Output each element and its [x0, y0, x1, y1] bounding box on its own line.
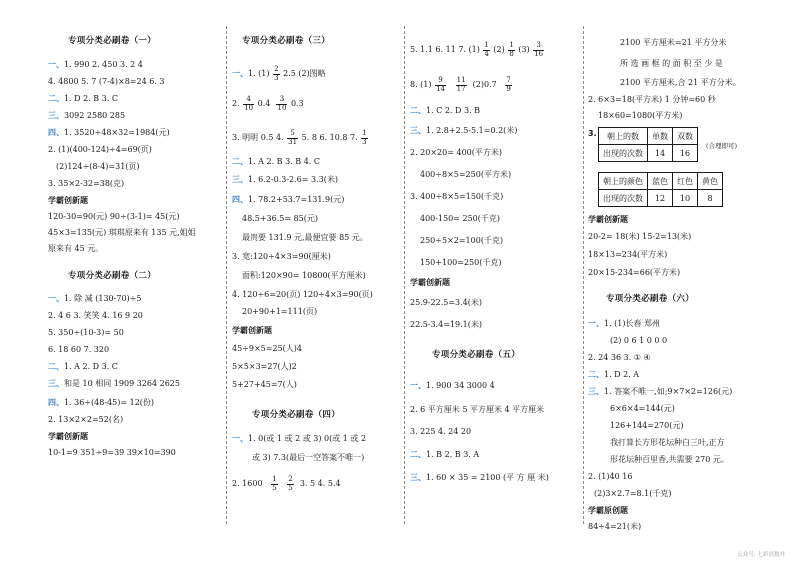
answer-line: 6. 18 60 7. 320	[48, 345, 110, 354]
innovation-heading: 学霸创新题	[588, 215, 628, 224]
table-note: (合理即可)	[706, 142, 738, 150]
answer-line: 84÷4=21(米)	[588, 522, 642, 531]
column-divider	[404, 26, 405, 524]
answer-line: 4. 120÷6=20(页) 120÷4×3=90(页)	[232, 290, 373, 299]
answer-line: 8. (1) $\frac{9}{14}$ $\frac{11}{17}$ (2)0.7 $\frac{7}{9}$	[410, 76, 511, 93]
answer-line: 3. 宽:120÷4×3=90(厘米)	[232, 252, 331, 261]
table-cell: 红色	[673, 173, 698, 190]
answer-line: 一、1. 0(或 1 或 2 或 3) 0(或 1 或 2	[232, 434, 367, 443]
section-title: 专项分类必刷卷（二）	[68, 271, 157, 281]
fraction: $\frac{1}{8}$	[509, 41, 514, 58]
answer-line: 5×5×3=27(人)2	[232, 362, 297, 371]
answer-line: 一、1. 990 2. 450 3. 2 4	[48, 60, 143, 69]
answer-line: (2)124÷(8-4)=31(页)	[56, 162, 140, 171]
answer-line: 最贵要 131.9 元,最便宜要 85 元。	[242, 233, 368, 242]
answer-line: 面积:120×90= 10800(平方厘米)	[242, 271, 366, 280]
table-row	[599, 173, 723, 190]
answer-line: 45÷9×5=25(人)4	[232, 344, 302, 353]
answer-line: 2. 4 6 3. 笑笑 4. 16 9 20	[48, 311, 143, 320]
answer-line: 250÷5×2=100(千克)	[420, 236, 504, 245]
answer-line: (2)3×2.7=8.1(千克)	[594, 489, 672, 498]
answer-line: 三、1. 2.8+2.5-5.1=0.2(米)	[410, 126, 518, 135]
answer-line: 20-2= 18(米) 15-2=13(米)	[588, 232, 692, 241]
answer-line: 18×60=1080(平方米)	[598, 111, 683, 120]
answer-line: 三、1. 答案不唯一,如;9×7×2=126(元)	[588, 387, 733, 396]
fraction: $\frac{1}{5}$	[272, 475, 277, 492]
table-cell: 出现的次数	[599, 145, 648, 162]
answer-column-3	[410, 22, 590, 534]
table-row	[599, 145, 698, 162]
fraction: $\frac{1}{3}$	[362, 129, 367, 146]
fraction: $\frac{2}{3}$	[274, 65, 279, 82]
table-cell: 出现的次数	[599, 190, 648, 207]
answer-line: 二、1. D 2. B 3. C	[48, 94, 119, 103]
answer-line: 3. 明明 0.5 4. $\frac{5}{31}$ 5. 8 6. 10.8 7. $\frac{1}{3}$	[232, 129, 367, 146]
section-title: 专项分类必刷卷（五）	[432, 350, 521, 360]
table-cell: 蓝色	[648, 173, 673, 190]
answer-line: 2. (1)(400-124)÷4=69(页)	[48, 145, 152, 154]
answer-line: 120-30=90(元) 90÷(3-1)= 45(元)	[48, 212, 180, 221]
answer-line: 3. 35×2-32=38(克)	[48, 179, 125, 188]
answer-column-1	[48, 22, 218, 534]
innovation-heading: 学霸创新题	[410, 278, 450, 287]
dice-result-table	[598, 127, 698, 162]
answer-line: 10-1=9 351÷9=39 39×10=390	[48, 448, 176, 457]
answer-line: 20×15-234=66(平方米)	[588, 268, 681, 277]
answer-line: 我打算长方形花坛种白三叶,正方	[610, 438, 725, 447]
section-title: 专项分类必刷卷（一）	[68, 36, 157, 46]
fraction: $\frac{2}{5}$	[288, 475, 293, 492]
answer-line: 二、1. D 2. A	[588, 370, 640, 379]
innovation-heading: 学霸创新题	[232, 326, 272, 335]
answer-line: 3. 225 4. 24 20	[410, 427, 472, 436]
answer-line: 形花坛种百里香,共需要 270 元。	[610, 455, 729, 464]
answer-column-2	[232, 22, 402, 534]
answer-line: 四、1. 3520÷48×32=1984(元)	[48, 128, 170, 137]
answer-line: 5. 350÷(10-3)= 50	[48, 328, 124, 337]
answer-line: 2. 6 平方厘米 5 平方厘米 4 平方厘米	[410, 405, 545, 414]
answer-line: 2. (1)40 16	[588, 472, 633, 481]
answer-line: 四、1. 78.2+53.7=131.9(元)	[232, 195, 345, 204]
answer-line: 18×13=234(平方米)	[588, 250, 668, 259]
answer-line: 5. 1.1 6. 11 7. (1) $\frac{1}{4}$ (2) $\frac{1}{8}$ (3) $\frac{3}{16}$	[410, 41, 544, 58]
answer-line: 三、1. 6.2-0.3-2.6= 3.3(米)	[232, 175, 338, 184]
table-cell: 16	[673, 145, 698, 162]
answer-line: 2. 13×2×2=52(名)	[48, 415, 124, 424]
answer-line: 一、1. (1)长春 郑州	[588, 319, 661, 328]
answer-line: 400-150= 250(千克)	[420, 214, 500, 223]
section-title: 专项分类必刷卷（三）	[242, 36, 331, 46]
answer-line: 22.5-3.4=19.1(米)	[410, 320, 482, 329]
answer-line: 所 选 画 框 的 面 积 至 少 是	[620, 59, 723, 68]
answer-line: 3. 400÷8×5=150(千克)	[410, 192, 504, 201]
table-cell: 单数	[648, 128, 673, 145]
answer-line: 二、1. B 2. B 3. A	[410, 450, 480, 459]
section-title: 专项分类必刷卷（四）	[252, 410, 341, 420]
answer-line: 45×3=135(元) 琪琪原来有 135 元,姐姐	[48, 228, 196, 237]
color-result-table	[598, 172, 723, 207]
table-cell: 双数	[673, 128, 698, 145]
answer-line: 2100 平方厘米,合 21 平方分米。	[620, 78, 741, 87]
fraction: $\frac{11}{17}$	[456, 76, 466, 93]
answer-line: 二、1. C 2. D 3. B	[410, 106, 481, 115]
answer-line: 2. 20×20= 400(平方米)	[410, 148, 502, 157]
answer-line: 一、1. 除 减 (130-70)÷5	[48, 294, 142, 303]
answer-line: 6×6×4=144(元)	[610, 404, 675, 413]
table-cell: 12	[648, 190, 673, 207]
fraction: $\frac{7}{9}$	[506, 76, 511, 93]
answer-line: (2) 0 6 1 0 0 0	[610, 336, 668, 345]
question-number: 3.	[588, 129, 597, 138]
table-cell: 14	[648, 145, 673, 162]
table-cell: 8	[698, 190, 723, 207]
answer-line: 二、1. A 2. D 3. C	[48, 362, 118, 371]
answer-line: 二、1. A 2. B 3. B 4. C	[232, 157, 320, 166]
answer-line: 150+100=250(千克)	[420, 258, 502, 267]
fraction: $\frac{1}{4}$	[484, 41, 489, 58]
innovation-heading: 学霸创新题	[48, 432, 88, 441]
table-cell: 10	[673, 190, 698, 207]
answer-line: 原来有 45 元。	[48, 244, 104, 253]
answer-line: 2100 平方厘米=21 平方分米	[620, 38, 727, 47]
answer-line: 20+90+1=111(页)	[242, 307, 318, 316]
fraction: $\frac{4}{10}$	[244, 95, 254, 112]
table-cell: 黄色	[698, 173, 723, 190]
answer-line: 25.9-22.5=3.4(米)	[410, 298, 482, 307]
answer-line: 三、和是 10 相同 1909 3264 2625	[48, 379, 180, 388]
table-cell: 朝上的颜色	[599, 173, 648, 190]
answer-line: 2. 24 36 3. ① ④	[588, 353, 651, 362]
answer-line: 2. 1600 $\frac{1}{5}$ $\frac{2}{5}$ 3. 5 4. 5.4	[232, 475, 341, 492]
fraction: $\frac{3}{10}$	[277, 95, 287, 112]
answer-line: 400÷8×5=250(平方米)	[420, 170, 512, 179]
answer-line: 4. 4800 5. 7 (7-4)×8=24 6. 3	[48, 77, 165, 86]
answer-column-4	[588, 22, 748, 534]
answer-line: 2. $\frac{4}{10}$ 0.4 $\frac{3}{10}$ 0.3	[232, 95, 304, 112]
innovation-heading: 学霸创新题	[48, 196, 88, 205]
answer-line: 四、1. 36÷(48-45)= 12(份)	[48, 398, 155, 407]
fraction: $\frac{5}{31}$	[288, 129, 298, 146]
table-cell: 朝上的数	[599, 128, 648, 145]
answer-line: 或 3) 7.3(最后一空答案不唯一)	[252, 453, 365, 462]
innovation-heading: 学霸原创题	[588, 506, 628, 515]
table-row	[599, 190, 723, 207]
column-divider	[226, 26, 227, 524]
answer-line: 三、3092 2580 285	[48, 111, 126, 120]
answer-line: 三、1. 60 × 35 = 2100 (平 方 厘 米)	[410, 473, 549, 482]
answer-line: 一、1. (1) $\frac{2}{3}$ 2.5 (2)图略	[232, 65, 326, 82]
answer-line: 126+144=270(元)	[610, 421, 684, 430]
answer-line: 一、1. 900 34 3000 4	[410, 381, 495, 390]
answer-line: 2. 6×3=18(平方米) 1 分钟=60 秒	[588, 95, 716, 104]
fraction: $\frac{9}{14}$	[436, 76, 445, 93]
answer-line: 48.5+36.5= 85(元)	[242, 214, 318, 223]
fraction: $\frac{3}{16}$	[534, 41, 544, 58]
section-title: 专项分类必刷卷（六）	[606, 294, 695, 304]
watermark: 公众号: 七彩语数外	[737, 552, 785, 558]
table-row	[599, 128, 698, 145]
answer-line: 5+27+45=7(人)	[232, 380, 297, 389]
